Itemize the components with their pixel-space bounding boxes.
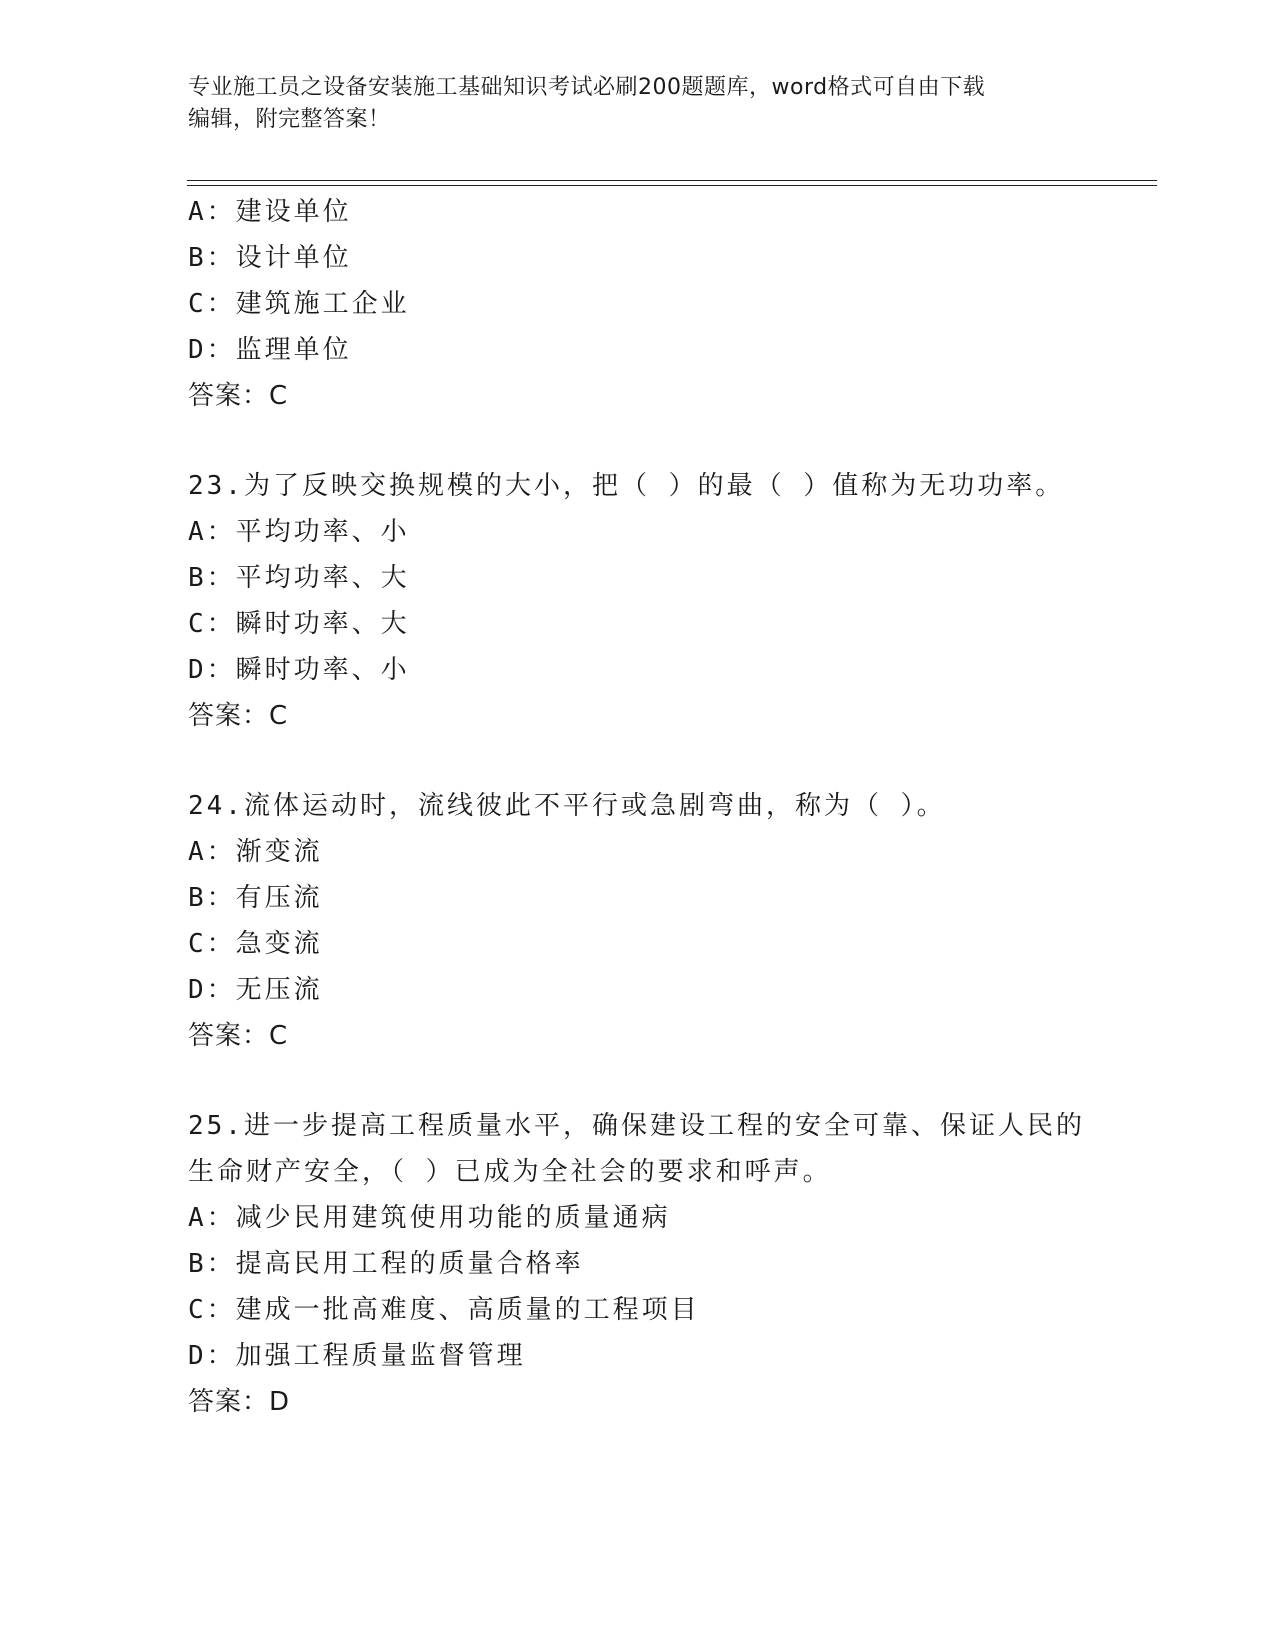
- question-text-line-2: 生命财产安全，（ ）已成为全社会的要求和呼声。: [188, 1157, 832, 1187]
- question-block-24: [188, 783, 1148, 1059]
- option-b: B：平均功率、大: [188, 563, 410, 593]
- option-c: C：瞬时功率、大: [188, 609, 410, 639]
- option-c: C：急变流: [188, 929, 323, 959]
- header-divider-bottom: [187, 185, 1157, 186]
- question-list: [188, 189, 1148, 1425]
- header-divider-top: [187, 180, 1157, 181]
- question-text: 24.流体运动时，流线彼此不平行或急剧弯曲，称为（ ）。: [188, 791, 946, 821]
- question-block-25: [188, 1103, 1148, 1425]
- question-text: 23.为了反映交换规模的大小，把（ ）的最（ ）值称为无功功率。: [188, 471, 1065, 501]
- header-line-2: 编辑，附完整答案！: [188, 107, 391, 132]
- answer-line: 答案：D: [188, 1387, 291, 1417]
- option-d: D：无压流: [188, 975, 323, 1005]
- answer-line: 答案：C: [188, 1021, 289, 1051]
- question-block-22: [188, 189, 1148, 419]
- header-line-1: 专业施工员之设备安装施工基础知识考试必刷200题题库，word格式可自由下载: [188, 75, 986, 100]
- option-d: D：瞬时功率、小: [188, 655, 410, 685]
- option-a: A：平均功率、小: [188, 517, 410, 547]
- document-header: [188, 72, 1088, 136]
- answer-line: 答案：C: [188, 701, 289, 731]
- option-b: B：设计单位: [188, 243, 352, 273]
- option-b: B：有压流: [188, 883, 323, 913]
- option-c: C：建成一批高难度、高质量的工程项目: [188, 1295, 700, 1325]
- option-a: A：渐变流: [188, 837, 323, 867]
- option-a: A：建设单位: [188, 197, 352, 227]
- answer-line: 答案：C: [188, 381, 289, 411]
- option-d: D：加强工程质量监督管理: [188, 1341, 526, 1371]
- option-a: A：减少民用建筑使用功能的质量通病: [188, 1203, 671, 1233]
- option-b: B：提高民用工程的质量合格率: [188, 1249, 584, 1279]
- question-block-23: [188, 463, 1148, 739]
- option-d: D：监理单位: [188, 335, 352, 365]
- question-text-line-1: 25.进一步提高工程质量水平，确保建设工程的安全可靠、保证人民的: [188, 1111, 1085, 1141]
- option-c: C：建筑施工企业: [188, 289, 410, 319]
